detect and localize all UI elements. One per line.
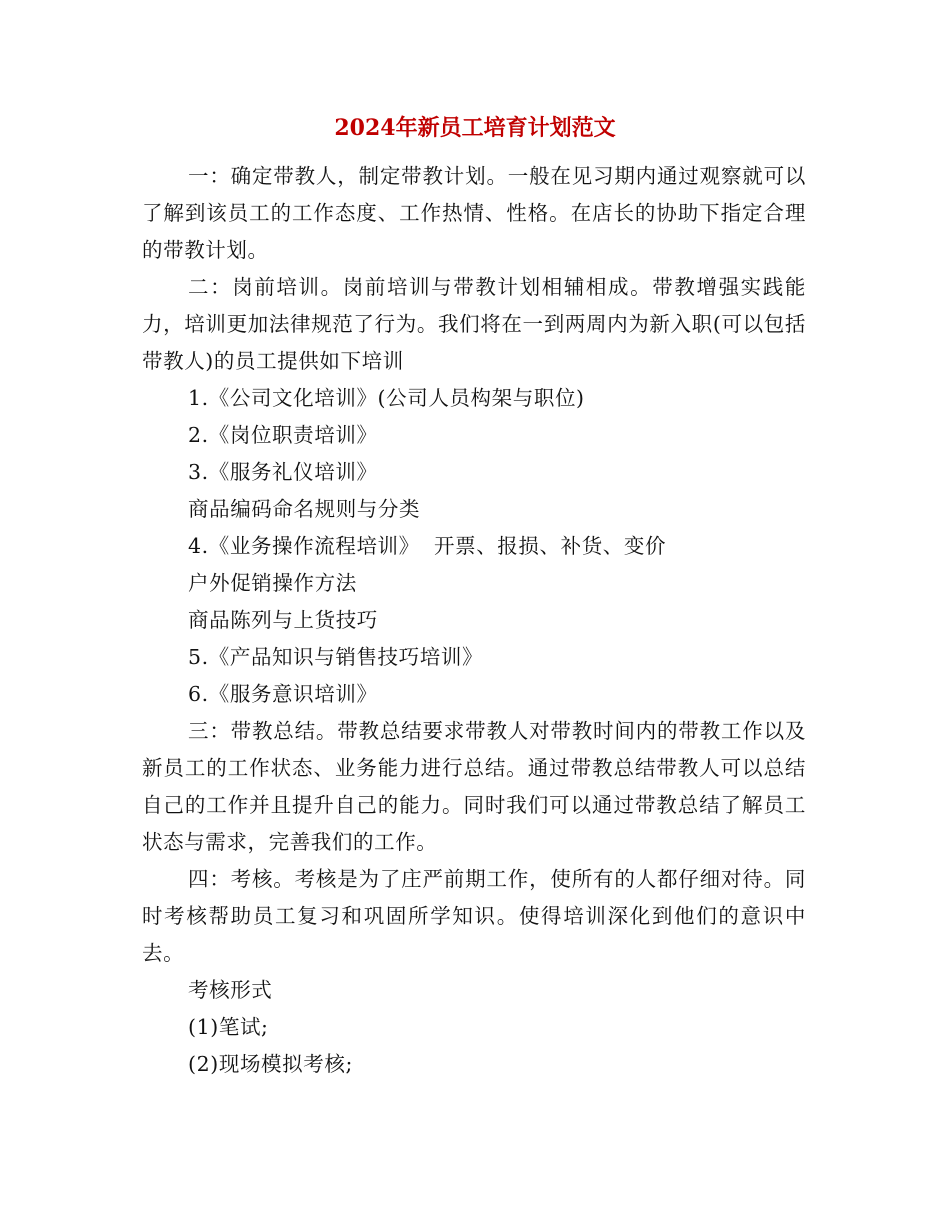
training-item: 5.《产品知识与销售技巧培训》 xyxy=(188,645,484,669)
paragraph-pre-job-training: 二：岗前培训。岗前培训与带教计划相辅相成。带教增强实践能力，培训更加法律规范了行为。我们将在一到两周内为新入职(可以包括带教人)的员工提供如下培训 xyxy=(142,275,806,373)
assessment-item: (2)现场模拟考核; xyxy=(188,1052,353,1076)
paragraph-mentor-summary: 三：带教总结。带教总结要求带教人对带教时间内的带教工作以及新员工的工作状态、业务能力进行总结。通过带教总结带教人可以总结自己的工作并且提升自己的能力。同时我们可以通过带教总结了解员工状态与需求，完善我们的工作。 xyxy=(142,719,806,854)
paragraph-assessment: 四：考核。考核是为了庄严前期工作，使所有的人都仔细对待。同时考核帮助员工复习和巩固所学知识。使得培训深化到他们的意识中去。 xyxy=(142,867,806,965)
training-item: 户外促销操作方法 xyxy=(188,571,357,595)
training-item: 2.《岗位职责培训》 xyxy=(188,423,378,447)
training-item: 商品编码命名规则与分类 xyxy=(188,497,421,521)
assessment-item: 考核形式 xyxy=(188,978,273,1002)
paragraph-mentor-plan: 一：确定带教人，制定带教计划。一般在见习期内通过观察就可以了解到该员工的工作态度、工作热情、性格。在店长的协助下指定合理的带教计划。 xyxy=(142,164,806,262)
training-item: 1.《公司文化培训》(公司人员构架与职位) xyxy=(188,386,585,410)
training-item: 3.《服务礼仪培训》 xyxy=(188,460,378,484)
training-item: 商品陈列与上货技巧 xyxy=(188,608,378,632)
document-title: 2024年新员工培育计划范文 xyxy=(334,115,616,141)
document-body xyxy=(142,158,806,1083)
training-item: 6.《服务意识培训》 xyxy=(188,682,378,706)
assessment-item: (1)笔试; xyxy=(188,1015,269,1039)
training-item: 4.《业务操作流程培训》 开票、报损、补货、变价 xyxy=(188,534,667,558)
